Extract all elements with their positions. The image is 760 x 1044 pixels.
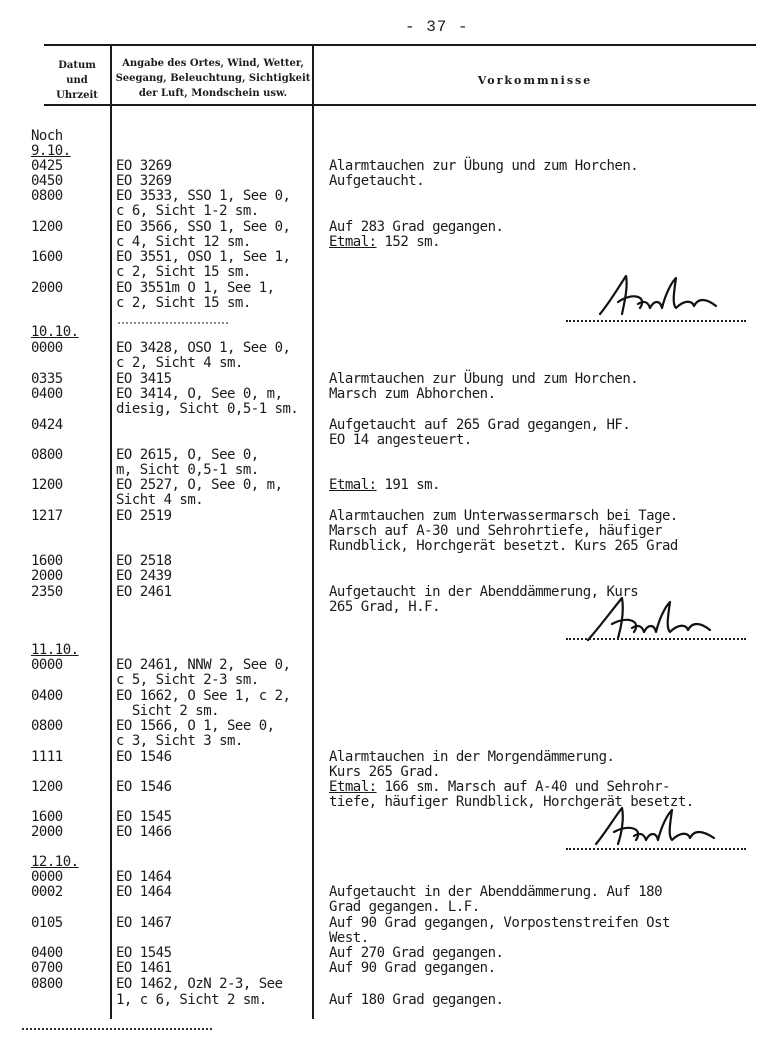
event-text: 265 Grad, H.F. bbox=[329, 599, 441, 615]
log-line bbox=[0, 523, 760, 539]
location-cell: EO 2461 bbox=[116, 584, 172, 600]
time-cell: 0002 bbox=[31, 884, 63, 900]
log-line bbox=[0, 462, 760, 478]
location-cell: EO 1466 bbox=[116, 824, 172, 840]
event-cell bbox=[329, 538, 678, 554]
log-line bbox=[0, 749, 760, 765]
time-cell: 0700 bbox=[31, 960, 63, 976]
location-cell: c 2, Sicht 4 sm. bbox=[116, 355, 243, 371]
log-line bbox=[0, 128, 760, 144]
event-cell bbox=[329, 508, 678, 524]
time-cell: 1600 bbox=[31, 553, 63, 569]
location-cell: EO 3551m O 1, See 1, bbox=[116, 280, 275, 296]
log-line bbox=[0, 930, 760, 946]
log-line bbox=[0, 703, 760, 719]
location-cell: EO 2518 bbox=[116, 553, 172, 569]
location-cell: EO 3533, SSO 1, See 0, bbox=[116, 188, 291, 204]
time-cell: 0400 bbox=[31, 688, 63, 704]
signature-3-dotted-line bbox=[566, 848, 746, 850]
log-line bbox=[0, 158, 760, 174]
location-cell: 1, c 6, Sicht 2 sm. bbox=[116, 992, 267, 1008]
event-text: tiefe, häufiger Rundblick, Horchgerät besetzt. bbox=[329, 794, 694, 810]
event-text: Alarmtauchen zur Übung und zum Horchen. bbox=[329, 158, 639, 174]
event-cell bbox=[329, 899, 480, 915]
log-line bbox=[0, 915, 760, 931]
signature-3 bbox=[588, 802, 738, 850]
time-cell: 2000 bbox=[31, 568, 63, 584]
event-text: Alarmtauchen in der Morgendämmerung. bbox=[329, 749, 615, 765]
event-cell bbox=[329, 960, 496, 976]
location-cell: m, Sicht 0,5-1 sm. bbox=[116, 462, 259, 478]
event-text: EO 14 angesteuert. bbox=[329, 432, 472, 448]
time-cell: 0000 bbox=[31, 340, 63, 356]
event-cell bbox=[329, 764, 440, 780]
log-line bbox=[0, 340, 760, 356]
event-cell bbox=[329, 945, 503, 961]
event-text: Aufgetaucht auf 265 Grad gegangen, HF. bbox=[329, 417, 631, 433]
event-cell bbox=[329, 386, 496, 402]
signature-2 bbox=[582, 594, 732, 644]
location-cell: EO 3269 bbox=[116, 158, 172, 174]
log-line bbox=[0, 143, 760, 159]
location-cell: EO 1464 bbox=[116, 884, 172, 900]
location-cell: EO 2519 bbox=[116, 508, 172, 524]
event-text: Auf 90 Grad gegangen, Vorpostenstreifen Ost bbox=[329, 915, 670, 931]
event-text: Auf 90 Grad gegangen. bbox=[329, 960, 496, 976]
etmal-label: Etmal: bbox=[329, 477, 377, 493]
event-cell bbox=[329, 749, 614, 765]
page-number: - 37 - bbox=[405, 18, 469, 36]
location-cell: EO 2527, O, See 0, m, bbox=[116, 477, 283, 493]
signature-1 bbox=[592, 272, 742, 320]
log-line bbox=[0, 234, 760, 250]
location-cell: c 2, Sicht 15 sm. bbox=[116, 295, 251, 311]
event-cell bbox=[329, 599, 440, 615]
log-line bbox=[0, 173, 760, 189]
event-text: Rundblick, Horchgerät besetzt. Kurs 265 Grad bbox=[329, 538, 678, 554]
log-line bbox=[0, 945, 760, 961]
log-line bbox=[0, 976, 760, 992]
time-cell: 2350 bbox=[31, 584, 63, 600]
time-cell: 2000 bbox=[31, 280, 63, 296]
event-text: Aufgetaucht. bbox=[329, 173, 425, 189]
location-separator bbox=[118, 322, 228, 324]
log-line bbox=[0, 477, 760, 493]
time-cell: 2000 bbox=[31, 824, 63, 840]
location-cell: EO 3415 bbox=[116, 371, 172, 387]
time-cell: 0800 bbox=[31, 447, 63, 463]
time-cell: Noch bbox=[31, 128, 63, 144]
location-cell: EO 1462, OzN 2-3, See bbox=[116, 976, 283, 992]
event-cell bbox=[329, 992, 503, 1008]
log-line bbox=[0, 386, 760, 402]
event-cell bbox=[329, 234, 440, 250]
location-cell: EO 3269 bbox=[116, 173, 172, 189]
location-cell: c 5, Sicht 2-3 sm. bbox=[116, 672, 259, 688]
location-cell: Sicht 2 sm. bbox=[116, 703, 220, 719]
event-cell bbox=[329, 477, 440, 493]
log-line bbox=[0, 401, 760, 417]
log-line bbox=[0, 779, 760, 795]
time-cell: 0425 bbox=[31, 158, 63, 174]
log-line bbox=[0, 688, 760, 704]
log-line bbox=[0, 568, 760, 584]
time-cell: 0800 bbox=[31, 718, 63, 734]
event-text: 152 sm. bbox=[376, 234, 441, 250]
event-text: Alarmtauchen zum Unterwassermarsch bei Tage. bbox=[329, 508, 678, 524]
time-cell: 0000 bbox=[31, 869, 63, 885]
header-top-rule bbox=[44, 44, 756, 46]
location-cell: EO 2461, NNW 2, See 0, bbox=[116, 657, 291, 673]
date-heading: 10.10. bbox=[31, 324, 79, 340]
signature-2-dotted-line bbox=[566, 638, 746, 640]
location-cell: EO 2615, O, See 0, bbox=[116, 447, 259, 463]
location-cell: EO 3566, SSO 1, See 0, bbox=[116, 219, 291, 235]
event-cell bbox=[329, 371, 638, 387]
location-cell: EO 3551, OSO 1, See 1, bbox=[116, 249, 291, 265]
location-cell: EO 1464 bbox=[116, 869, 172, 885]
header-datum: Datum und Uhrzeit bbox=[56, 60, 98, 101]
log-line bbox=[0, 854, 760, 870]
log-line bbox=[0, 324, 760, 340]
time-cell: 0800 bbox=[31, 188, 63, 204]
event-text: Marsch auf A-30 und Sehrohrtiefe, häufiger bbox=[329, 523, 663, 539]
log-line bbox=[0, 538, 760, 554]
time-cell: 0424 bbox=[31, 417, 63, 433]
log-line bbox=[0, 960, 760, 976]
event-cell bbox=[329, 173, 424, 189]
log-line bbox=[0, 203, 760, 219]
location-cell: diesig, Sicht 0,5-1 sm. bbox=[116, 401, 299, 417]
location-cell: c 6, Sicht 1-2 sm. bbox=[116, 203, 259, 219]
event-cell bbox=[329, 930, 369, 946]
event-cell bbox=[329, 523, 662, 539]
time-cell: 1200 bbox=[31, 779, 63, 795]
log-line bbox=[0, 992, 760, 1008]
location-cell: EO 2439 bbox=[116, 568, 172, 584]
location-cell: EO 1467 bbox=[116, 915, 172, 931]
header-angabe: Angabe des Ortes, Wind, Wetter, Seegang, Beleuchtung, Sichtigkeit der Luft, Mondschein usw. bbox=[115, 58, 311, 99]
header-bottom-rule bbox=[44, 104, 756, 106]
log-line bbox=[0, 508, 760, 524]
location-cell: EO 1662, O See 1, c 2, bbox=[116, 688, 291, 704]
date-heading: 11.10. bbox=[31, 642, 79, 658]
log-line bbox=[0, 432, 760, 448]
log-line bbox=[0, 355, 760, 371]
time-cell: 1217 bbox=[31, 508, 63, 524]
event-text: 191 sm. bbox=[376, 477, 441, 493]
time-cell: 0800 bbox=[31, 976, 63, 992]
event-cell bbox=[329, 432, 472, 448]
event-text: Aufgetaucht in der Abenddämmerung. Auf 180 bbox=[329, 884, 663, 900]
event-cell bbox=[329, 158, 638, 174]
event-text: Aufgetaucht in der Abenddämmerung, Kurs bbox=[329, 584, 639, 600]
signature-1-dotted-line bbox=[566, 320, 746, 322]
log-line bbox=[0, 553, 760, 569]
log-line bbox=[0, 657, 760, 673]
event-text: Grad gegangen. L.F. bbox=[329, 899, 480, 915]
time-cell: 0000 bbox=[31, 657, 63, 673]
event-text: Auf 270 Grad gegangen. bbox=[329, 945, 504, 961]
location-cell: EO 3428, OSO 1, See 0, bbox=[116, 340, 291, 356]
location-cell: c 2, Sicht 15 sm. bbox=[116, 264, 251, 280]
bottom-dotted-line bbox=[22, 1028, 212, 1030]
log-line bbox=[0, 718, 760, 734]
log-line bbox=[0, 642, 760, 658]
header-vorkommnisse: Vorkommnisse bbox=[477, 74, 593, 87]
event-cell bbox=[329, 417, 630, 433]
event-text: West. bbox=[329, 930, 369, 946]
location-cell: EO 1566, O 1, See 0, bbox=[116, 718, 275, 734]
location-cell: EO 1545 bbox=[116, 809, 172, 825]
event-cell bbox=[329, 884, 662, 900]
etmal-label: Etmal: bbox=[329, 779, 377, 795]
log-line bbox=[0, 249, 760, 265]
time-cell: 1600 bbox=[31, 809, 63, 825]
log-line bbox=[0, 371, 760, 387]
time-cell: 0335 bbox=[31, 371, 63, 387]
location-cell: EO 1461 bbox=[116, 960, 172, 976]
etmal-label: Etmal: bbox=[329, 234, 377, 250]
location-cell: EO 1546 bbox=[116, 749, 172, 765]
time-cell: 1200 bbox=[31, 477, 63, 493]
event-text: Auf 180 Grad gegangen. bbox=[329, 992, 504, 1008]
location-cell: c 3, Sicht 3 sm. bbox=[116, 733, 243, 749]
time-cell: 0400 bbox=[31, 386, 63, 402]
log-line bbox=[0, 733, 760, 749]
location-cell: Sicht 4 sm. bbox=[116, 492, 204, 508]
log-line bbox=[0, 899, 760, 915]
location-cell: EO 3414, O, See 0, m, bbox=[116, 386, 283, 402]
event-cell bbox=[329, 219, 503, 235]
event-cell bbox=[329, 915, 670, 931]
log-line bbox=[0, 188, 760, 204]
log-line bbox=[0, 492, 760, 508]
time-cell: 0400 bbox=[31, 945, 63, 961]
log-line bbox=[0, 219, 760, 235]
log-line bbox=[0, 884, 760, 900]
log-line bbox=[0, 447, 760, 463]
location-cell: c 4, Sicht 12 sm. bbox=[116, 234, 251, 250]
log-line bbox=[0, 672, 760, 688]
date-heading: 12.10. bbox=[31, 854, 79, 870]
event-text: Kurs 265 Grad. bbox=[329, 764, 441, 780]
time-cell: 0105 bbox=[31, 915, 63, 931]
log-line bbox=[0, 764, 760, 780]
event-text: Auf 283 Grad gegangen. bbox=[329, 219, 504, 235]
time-cell: 1600 bbox=[31, 249, 63, 265]
date-heading: 9.10. bbox=[31, 143, 71, 159]
time-cell: 0450 bbox=[31, 173, 63, 189]
event-text: Marsch zum Abhorchen. bbox=[329, 386, 496, 402]
event-text: Alarmtauchen zur Übung und zum Horchen. bbox=[329, 371, 639, 387]
event-cell bbox=[329, 779, 670, 795]
event-text: 166 sm. Marsch auf A-40 und Sehrohr- bbox=[376, 779, 670, 795]
time-cell: 1200 bbox=[31, 219, 63, 235]
time-cell: 1111 bbox=[31, 749, 63, 765]
location-cell: EO 1545 bbox=[116, 945, 172, 961]
log-line bbox=[0, 869, 760, 885]
location-cell: EO 1546 bbox=[116, 779, 172, 795]
log-line bbox=[0, 417, 760, 433]
